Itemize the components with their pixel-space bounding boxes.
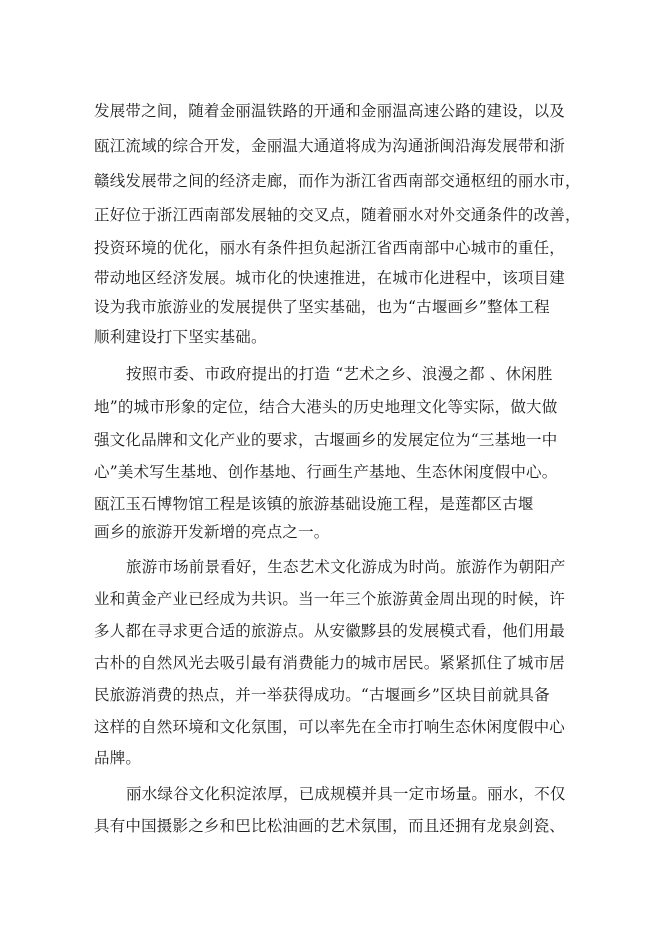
paragraph-1-line-3: 赣线发展带之间的经济走廊，而作为浙江省西南部交通枢纽的丽水市， [94,172,581,190]
paragraph-1-line-1: 发展带之间，随着金丽温铁路的开通和金丽温高速公路的建设，以及 [94,102,566,120]
paragraph-3-line-2: 业和黄金产业已经成为共识。当一年三个旅游黄金周出现的时候，许 [94,590,566,608]
paragraph-1-line-6: 带动地区经济发展。城市化的快速推进，在城市化进程中，该项目建 [94,269,566,287]
paragraph-3-line-3: 多人都在寻求更合适的旅游点。从安徽黟县的发展模式看，他们用最 [94,622,566,640]
paragraph-2-line-3: 强文化品牌和文化产业的要求，古堰画乡的发展定位为“三基地一中 [94,431,558,449]
paragraph-3-line-4: 古朴的自然风光去吸引最有消费能力的城市居民。紧紧抓住了城市居 [94,654,566,672]
paragraph-3-line-1: 旅游市场前景看好，生态艺术文化游成为时尚。旅游作为朝阳产 [126,558,566,576]
paragraph-2-line-6: 画乡的旅游开发新增的亮点之一。 [94,523,330,541]
paragraph-3-line-6: 这样的自然环境和文化氛围，可以率先在全市打响生态休闲度假中心 [94,718,566,736]
paragraph-1-line-4: 正好位于浙江西南部发展轴的交叉点，随着丽水对外交通条件的改善， [94,206,581,224]
paragraph-2-line-2: 地”的城市形象的定位，结合大港头的历史地理文化等实际，做大做 [94,398,558,416]
paragraph-3-line-5: 民旅游消费的热点，并一举获得成功。“古堰画乡”区块目前就具备 [94,686,550,704]
paragraph-2-line-1: 按照市委、市政府提出的打造 “艺术之乡、浪漫之都 、休闲胜 [126,365,553,383]
paragraph-2-line-5: 瓯江玉石博物馆工程是该镇的旅游基础设施工程，是莲都区古堰 [94,495,534,513]
paragraph-1-line-2: 瓯江流域的综合开发，金丽温大通道将成为沟通浙闽沿海发展带和浙 [94,137,566,155]
paragraph-1-line-8: 顺利建设打下坚实基础。 [94,328,267,346]
paragraph-4-line-2: 具有中国摄影之乡和巴比松油画的艺术氛围，而且还拥有龙泉剑瓷、 [94,817,566,835]
paragraph-4-line-1: 丽水绿谷文化积淀浓厚，已成规模并具一定市场量。丽水，不仅 [126,785,566,803]
paragraph-3-line-7: 品牌。 [94,749,142,767]
paragraph-2-line-4: 心”美术写生基地、创作基地、行画生产基地、生态休闲度假中心。 [94,463,558,481]
paragraph-1-line-5: 投资环境的优化，丽水有条件担负起浙江省西南部中心城市的重任， [94,239,566,257]
paragraph-1-line-7: 设为我市旅游业的发展提供了坚实基础，也为“古堰画乡”整体工程 [94,298,550,316]
